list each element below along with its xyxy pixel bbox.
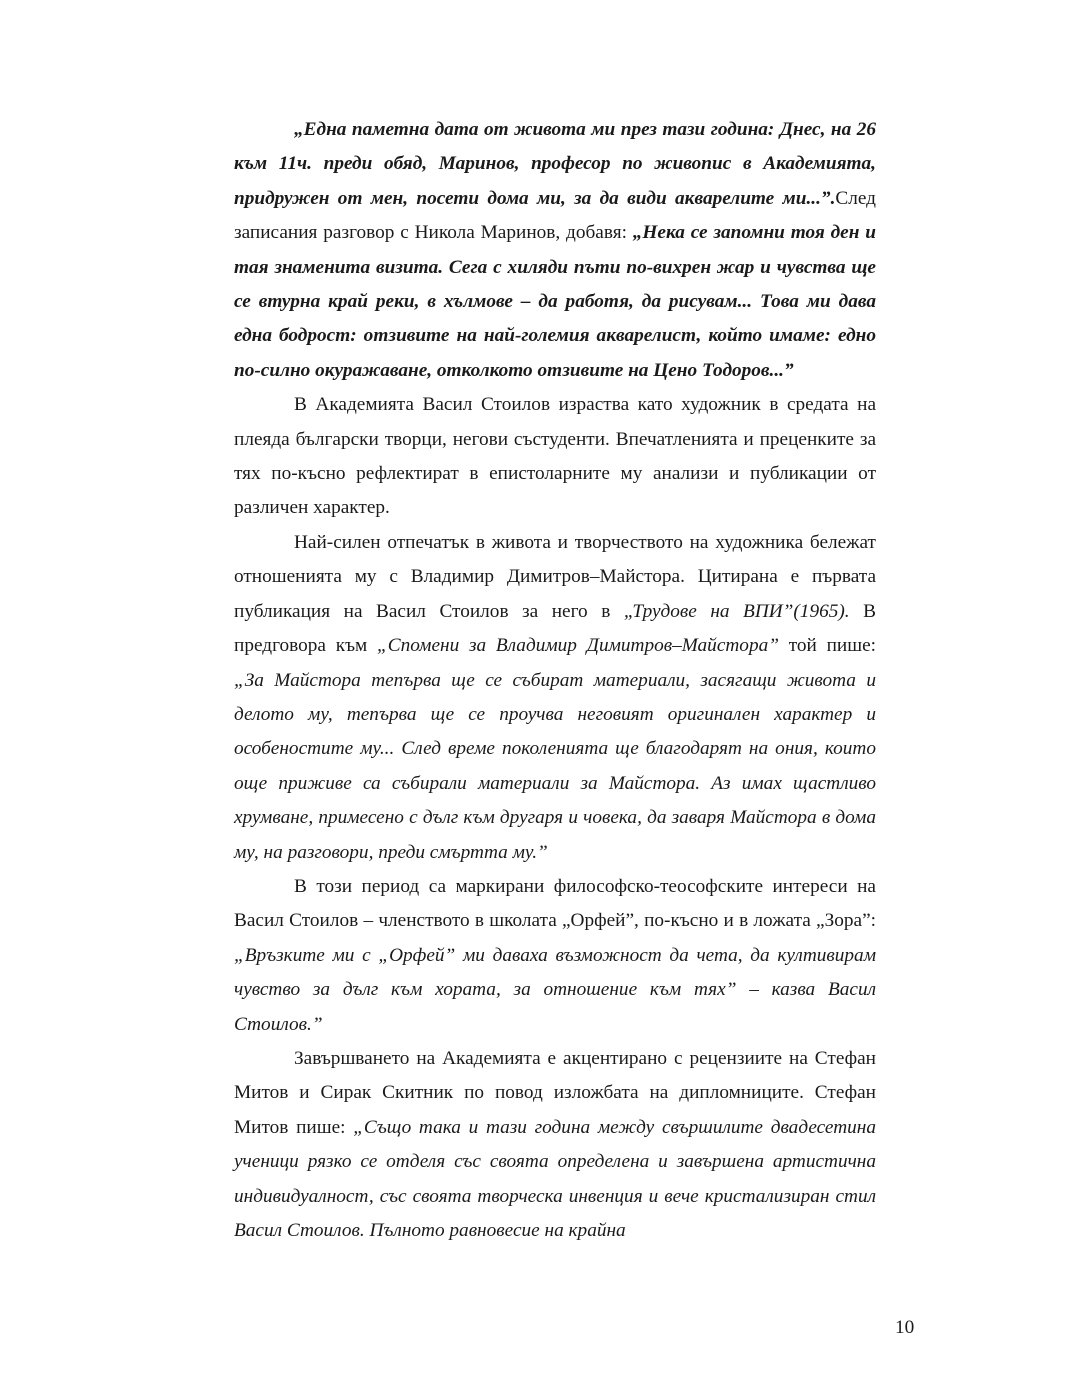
paragraph-text: Завършването на Академията е акцентирано с рецензиите на Стефан Митов и Сирак Скитник по повод изложбата на дипломниците. Стефан Митов пише: (234, 1047, 876, 1138)
paragraph-5 (234, 1042, 876, 1248)
paragraph-1 (234, 113, 876, 388)
page-number: 10 (895, 1317, 915, 1338)
publication-title: „Трудове на ВПИ”(1965). (623, 600, 850, 622)
paragraph-text: Най-силен отпечатък в живота и творчеството на художника бележат отношенията му с Владимир Димитров–Майстора. Цитирана е първата публикация на Васил Стоилов за него в (234, 531, 876, 622)
paragraph-text: В предговора към (234, 600, 876, 657)
quote-famous-visit: „Нека се запомни тоя ден и тая знаменита визита. Сега с хиляди пъти по-вихрен жар и чувства ще се втурна край реки, в хълмове – да работя, да рисувам... Това ми дава една бодрост: отзивите на най-големия акварелист, който имаме: едно по-силно окуражаване, отколкото отзивите на Цено Тодоров...” (234, 222, 877, 381)
paragraph-4 (234, 870, 876, 1042)
document-body (234, 113, 876, 1248)
paragraph-2 (234, 388, 876, 526)
paragraph-3 (234, 526, 876, 870)
paragraph-text: След записания разговор с Никола Маринов, добавя: (234, 187, 876, 244)
paragraph-text: той пише: (778, 635, 876, 657)
quote-orfei: „Връзките ми с „Орфей” ми даваха възможност да чета, да култивирам чувство за дълг към хората, за отношение към тях” – казва Васил Стоилов.” (234, 944, 876, 1035)
quote-stefan-mitov: „Също така и тази година между свършилите двадесетина ученици рязко се отделя със своята определена и завършена артистична индивидуалност, със своята творческа инвенция и вече кристализиран стил Васил Стоилов. Пълното равновесие на крайна (234, 1116, 876, 1241)
book-title: „Спомени за Владимир Димитров–Майстора” (377, 635, 779, 657)
paragraph-text: В този период са маркирани философско-теософските интереси на Васил Стоилов – членството в школата „Орфей”, по-късно и в ложата „Зора”: (234, 875, 876, 932)
paragraph-text: В Академията Васил Стоилов израства като художник в средата на плеяда български творци, негови състуденти. Впечатленията и преценките за тях по-късно рефлектират в епистоларните му анализи и публикации от различен характер. (234, 394, 876, 519)
quote-maistora: „За Майстора тепърва ще се събират материали, засягащи живота и делото му, тепърва ще се проучва неговият оригинален характер и особеностите му... След време поколенията ще благодарят на ония, които още приживе са събирали материали за Майстора. Аз имах щастливо хрумване, примесено с дълг към другаря и човека, да заваря Майстора в дома му, на разговори, преди смъртта му.” (234, 669, 876, 863)
quote-memorable-date: „Една паметна дата от живота ми през тази година: Днес, на 26 към 11ч. преди обяд, Маринов, професор по живопис в Академията, придружен от мен, посети дома ми, за да види акварелите ми...”. (234, 119, 876, 209)
